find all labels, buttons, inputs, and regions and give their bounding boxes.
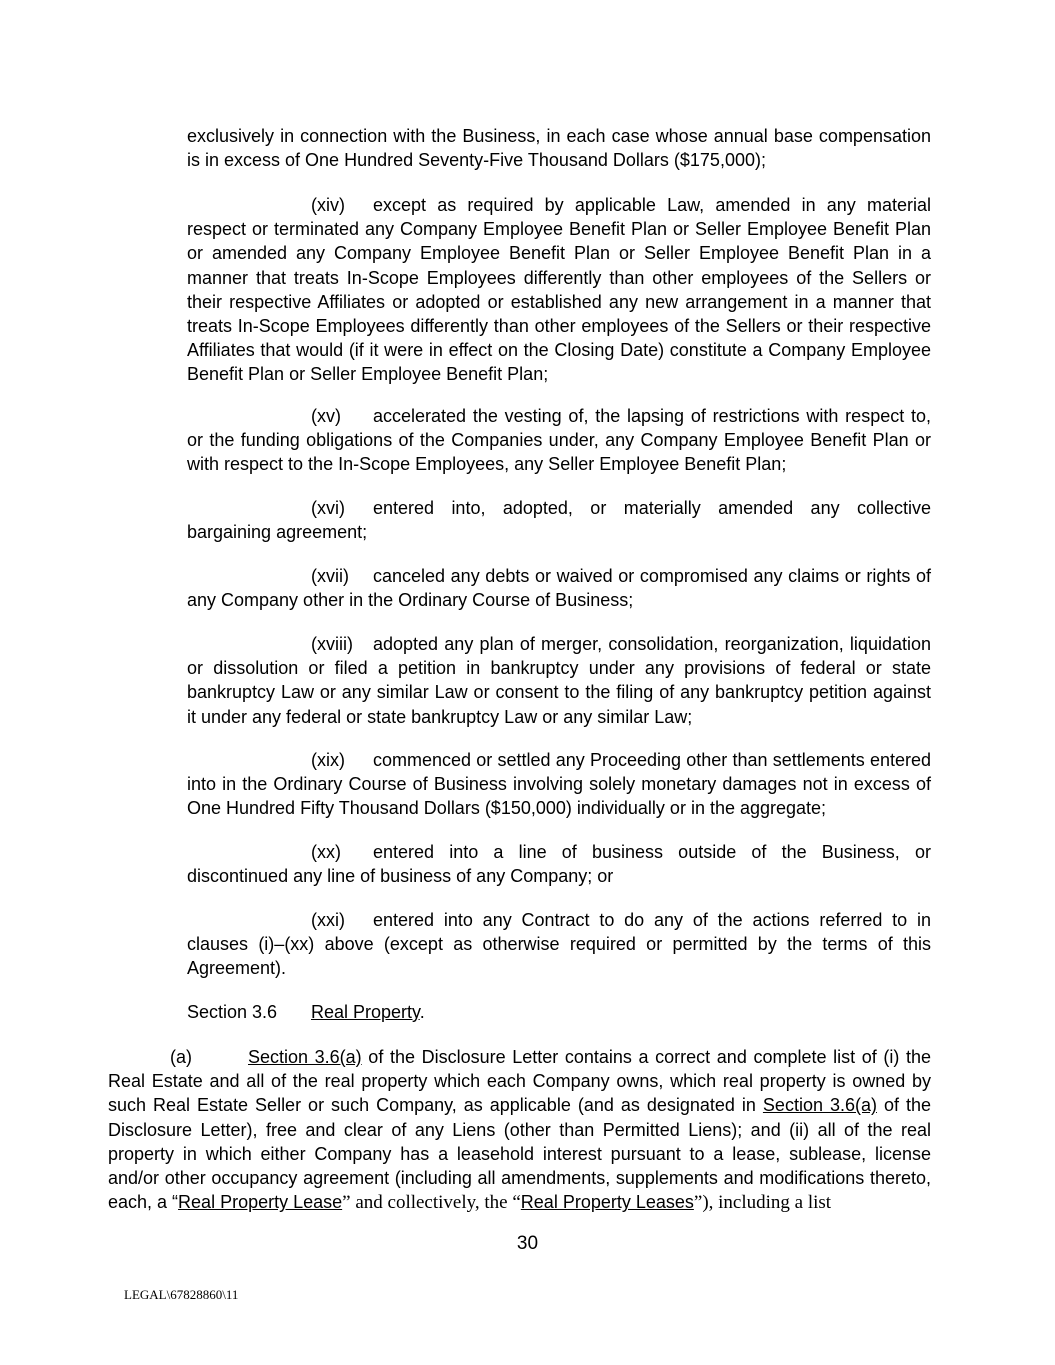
subsection-number: (a) <box>170 1047 192 1067</box>
clause-number: (xxi) <box>311 910 345 930</box>
clause-text: canceled any debts or waived or compromised any claims or rights of any Company other in the Ordinary Course of Business; <box>187 566 931 611</box>
clause-xiv <box>187 193 931 387</box>
clause-xviii <box>187 632 931 729</box>
clause-text: adopted any plan of merger, consolidation, reorganization, liquidation or dissolution or filed a petition in bankruptcy under any provisions of federal or state bankruptcy Law or any similar Law or consent to the filing of any bankruptcy petition against it under any federal or state bankruptcy Law or any similar Law; <box>187 634 931 727</box>
clause-xxi <box>187 908 931 981</box>
page-number: 30 <box>516 1233 539 1254</box>
defined-term: Real Property Lease <box>178 1192 343 1213</box>
defined-term: Real Property Leases <box>520 1192 694 1213</box>
clause-text: accelerated the vesting of, the lapsing of restrictions with respect to, or the funding obligations of the Companies under, any Company Employee Benefit Plan or with respect to the In-Scope Employees, any Seller Employee Benefit Plan; <box>187 406 931 475</box>
paragraph-text: of the Disclosure Letter), free and clear of any Liens (other than Permitted Liens); and (ii) all of the real property in which either Company has a leasehold interest pursuant to a lease, sublease, license and/or other occupancy agreement (including all amendments, supplements and modifications thereto, each, a “ <box>108 1095 932 1213</box>
clause-text: commenced or settled any Proceeding other than settlements entered into in the Ordinary Course of Business involving solely monetary damages not in excess of One Hundred Fifty Thousand Dollars ($150,000) individually or in the aggregate; <box>187 750 931 819</box>
clause-xv <box>187 404 931 477</box>
document-id-footer: LEGAL\67828860\11 <box>124 1287 239 1302</box>
clause-text: entered into a line of business outside of the Business, or discontinued any line of business of any Company; or <box>187 842 931 887</box>
paragraph-text: of the Disclosure Letter contains a correct and complete list of (i) the Real Estate and all of the real property which each Company owns, which real property is owned by such Real Estate Seller or such Company, as applicable (and as designated in <box>108 1047 931 1116</box>
clause-number: (xvi) <box>311 498 345 518</box>
clause-number: (xiv) <box>311 195 345 215</box>
clause-number: (xx) <box>311 842 341 862</box>
section-title-period: . <box>419 1002 425 1022</box>
clause-xvi <box>187 496 931 544</box>
section-title: Real Property <box>311 1002 420 1022</box>
clause-text: entered into any Contract to do any of the actions referred to in clauses (i)–(xx) above (except as otherwise required or permitted by the terms of this Agreement). <box>187 910 931 979</box>
clause-number: (xvii) <box>311 566 349 586</box>
section-reference: Section 3.6(a) <box>762 1095 877 1116</box>
paragraph-text: ”), including a list <box>693 1192 832 1214</box>
section-number: Section 3.6 <box>187 1002 278 1022</box>
section-reference: Section 3.6(a) <box>248 1047 362 1067</box>
clause-xix <box>187 748 931 821</box>
clause-number: (xviii) <box>311 634 353 654</box>
clause-number: (xix) <box>311 750 345 770</box>
paragraph-text: ” and collectively, the “ <box>342 1192 521 1214</box>
clause-number: (xv) <box>311 406 341 426</box>
clause-xx <box>187 840 931 888</box>
clause-text: except as required by applicable Law, amended in any material respect or terminated any Company Employee Benefit Plan or Seller Employee Benefit Plan or amended any Company Employee Benefit Plan or Seller Employee Benefit Plan in a manner that treats In-Scope Employees differently than other employees of the Sellers or their respective Affiliates or adopted or established any new arrangement in a manner that treats In-Scope Employees differently than other employees of the Sellers or their respective Affiliates that would (if it were in effect on the Closing Date) constitute a Company Employee Benefit Plan or Seller Employee Benefit Plan; <box>187 195 931 385</box>
clause-text: entered into, adopted, or materially amended any collective bargaining agreement; <box>187 498 931 543</box>
section-heading <box>187 1000 425 1024</box>
clause-xvii <box>187 564 931 612</box>
subsection-a-paragraph <box>108 1045 931 1215</box>
continuation-paragraph: exclusively in connection with the Business, in each case whose annual base compensation is in excess of One Hundred Seventy-Five Thousand Dollars ($175,000); <box>187 126 931 171</box>
